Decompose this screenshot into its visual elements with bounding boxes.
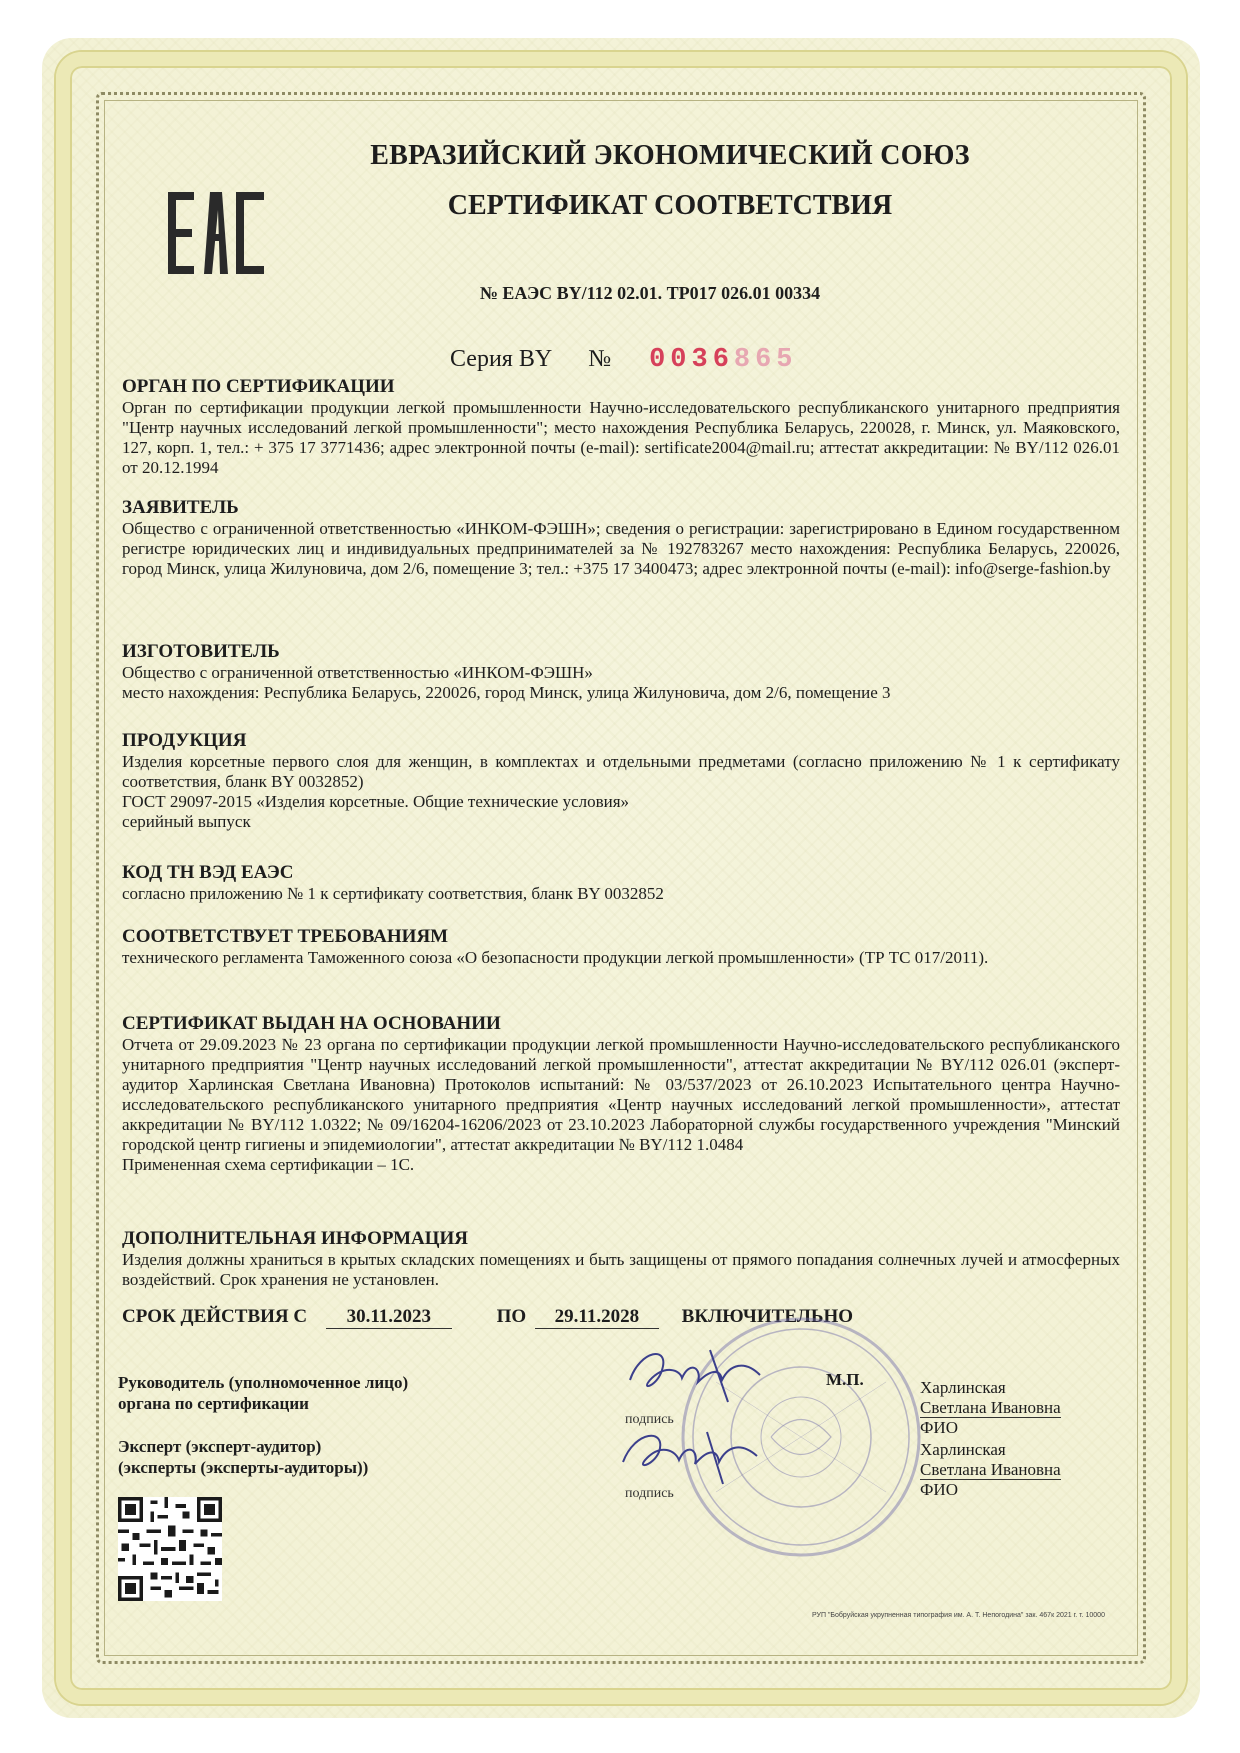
expert-label-line1: Эксперт (эксперт-аудитор)	[118, 1437, 322, 1456]
manufacturer-address: место нахождения: Республика Беларусь, 220026, город Минск, улица Жилуновича, дом 2/6, помещение 3	[122, 683, 891, 702]
signer-head	[920, 1378, 1061, 1438]
manufacturer-name: Общество с ограниченной ответственностью «ИНКОМ-ФЭШН»	[122, 663, 593, 682]
validity-inclusive: ВКЛЮЧИТЕЛЬНО	[681, 1306, 854, 1327]
signer2-fio-label: ФИО	[920, 1480, 958, 1499]
basis-text: Отчета от 29.09.2023 № 23 органа по сертификации продукции легкой промышленности Научно-исследовательского республиканского унитарного предприятия "Центр научных исследований легкой промышленности", аттестат аккредитации № BY/112 026.01 (эксперт-аудитор Харлинская Светлана Ивановна) Протоколов испытаний: № 03/537/2023 от 26.10.2023 Испытательного центра Научно-исследовательского республиканского унитарного предприятия «Центр научных исследований легкой промышленности», аттестат аккредитации № BY/112 1.0322; № 09/16204-16206/2023 от 23.10.2023 Лабораторной службы государственного учреждения "Минский городской центр гигиены и эпидемиологии", аттестат аккредитации № BY/112 1.0484	[122, 1035, 1120, 1154]
signer2-name: Светлана Ивановна	[920, 1460, 1061, 1479]
signer1-surname: Харлинская	[920, 1378, 1006, 1397]
blank-number-faded: 865	[733, 345, 798, 375]
product-standard: ГОСТ 29097-2015 «Изделия корсетные. Общие технические условия»	[122, 792, 630, 811]
section-title: ОРГАН ПО СЕРТИФИКАЦИИ	[122, 376, 395, 397]
qr-code	[118, 1497, 222, 1601]
section-title: СООТВЕТСТВУЕТ ТРЕБОВАНИЯМ	[122, 926, 449, 947]
validity-to-label: ПО	[496, 1306, 527, 1327]
section-title: ЗАЯВИТЕЛЬ	[122, 497, 239, 518]
section-text: Изделия должны храниться в крытых складских помещениях и быть защищены от прямого попадания солнечных лучей и атмосферных воздействий. Срок хранения не установлен.	[122, 1250, 1120, 1289]
product-release: серийный выпуск	[122, 812, 251, 831]
signature-caption-2: подпись	[625, 1486, 674, 1501]
section-organ	[122, 375, 1120, 478]
signer2-surname: Харлинская	[920, 1440, 1006, 1459]
signer1-fio-label: ФИО	[920, 1418, 958, 1437]
union-heading: ЕВРАЗИЙСКИЙ ЭКОНОМИЧЕСКИЙ СОЮЗ	[370, 140, 970, 171]
blank-number-printed: 0036	[649, 345, 734, 375]
product-description: Изделия корсетные первого слоя для женщин, в комплектах и отдельными предметами (согласно приложению № 1 к сертификату соответствия, бланк BY 0032852)	[122, 752, 1120, 791]
section-manufacturer	[122, 640, 1120, 703]
head-label-line1: Руководитель (уполномоченное лицо)	[118, 1373, 409, 1392]
signer-expert	[920, 1440, 1061, 1500]
signature-expert	[605, 1420, 775, 1490]
eac-logo-mark	[166, 190, 266, 276]
series-label: Серия BY	[450, 346, 553, 372]
section-title: КОД ТН ВЭД ЕАЭС	[122, 862, 294, 883]
section-title: СЕРТИФИКАТ ВЫДАН НА ОСНОВАНИИ	[122, 1013, 501, 1034]
section-product	[122, 729, 1120, 832]
section-text: согласно приложению № 1 к сертификату соответствия, бланк BY 0032852	[122, 884, 664, 903]
certification-scheme: Примененная схема сертификации – 1С.	[122, 1155, 415, 1174]
section-applicant	[122, 496, 1120, 579]
stamp-label: М.П.	[826, 1370, 864, 1389]
head-label-line2: органа по сертификации	[118, 1394, 309, 1413]
section-requirements	[122, 925, 1120, 968]
section-code	[122, 861, 1120, 904]
validity-from-date: 30.11.2023	[326, 1306, 452, 1329]
section-title: ДОПОЛНИТЕЛЬНАЯ ИНФОРМАЦИЯ	[122, 1228, 469, 1249]
blank-series	[450, 345, 798, 375]
section-text: Общество с ограниченной ответственностью «ИНКОМ-ФЭШН»; сведения о регистрации: зарегистрировано в Едином государственном регистре юридических лиц и индивидуальных предпринимателей за № 192783267 место нахождения: Республика Беларусь, 220026, город Минск, улица Жилуновича, дом 2/6, помещение 3; тел.: +375 17 3400473; адрес электронной почты (e-mail): info@serge-fashion.by	[122, 519, 1120, 578]
blank-number	[649, 345, 797, 375]
section-text: технического регламента Таможенного союза «О безопасности продукции легкой промышленности» (ТР ТС 017/2011).	[122, 948, 989, 967]
head-label	[118, 1372, 408, 1414]
signature-head	[610, 1340, 780, 1410]
certificate-number: № ЕАЭС BY/112 02.01. ТР017 026.01 00334	[479, 283, 821, 303]
certificate-title: СЕРТИФИКАТ СООТВЕТСТВИЯ	[447, 190, 893, 221]
validity-to-date: 29.11.2028	[535, 1306, 659, 1329]
section-additional	[122, 1227, 1120, 1290]
signer1-name: Светлана Ивановна	[920, 1398, 1061, 1417]
signature-caption-1: подпись	[625, 1412, 674, 1427]
eac-logo	[166, 190, 266, 276]
printer-note: РУП "Бобруйская укрупненная типография им. А. Т. Непогодина" зак. 467к 2021 г. т. 10000	[812, 1612, 1105, 1619]
section-basis	[122, 1012, 1120, 1175]
section-text: Орган по сертификации продукции легкой промышленности Научно-исследовательского республиканского унитарного предприятия "Центр научных исследований легкой промышленности"; место нахождения Республика Беларусь, 220028, г. Минск, ул. Маяковского, 127, корп. 1, тел.: + 375 17 3771436; адрес электронной почты (e-mail): sertificate2004@mail.ru; аттестат аккредитации: № BY/112 026.01 от 20.12.1994	[122, 398, 1120, 477]
expert-label	[118, 1436, 368, 1478]
validity-from-label: СРОК ДЕЙСТВИЯ С	[122, 1306, 308, 1327]
section-title: ПРОДУКЦИЯ	[122, 730, 247, 751]
number-sign: №	[588, 346, 612, 372]
section-title: ИЗГОТОВИТЕЛЬ	[122, 641, 280, 662]
expert-label-line2: (эксперты (эксперты-аудиторы))	[118, 1458, 369, 1477]
